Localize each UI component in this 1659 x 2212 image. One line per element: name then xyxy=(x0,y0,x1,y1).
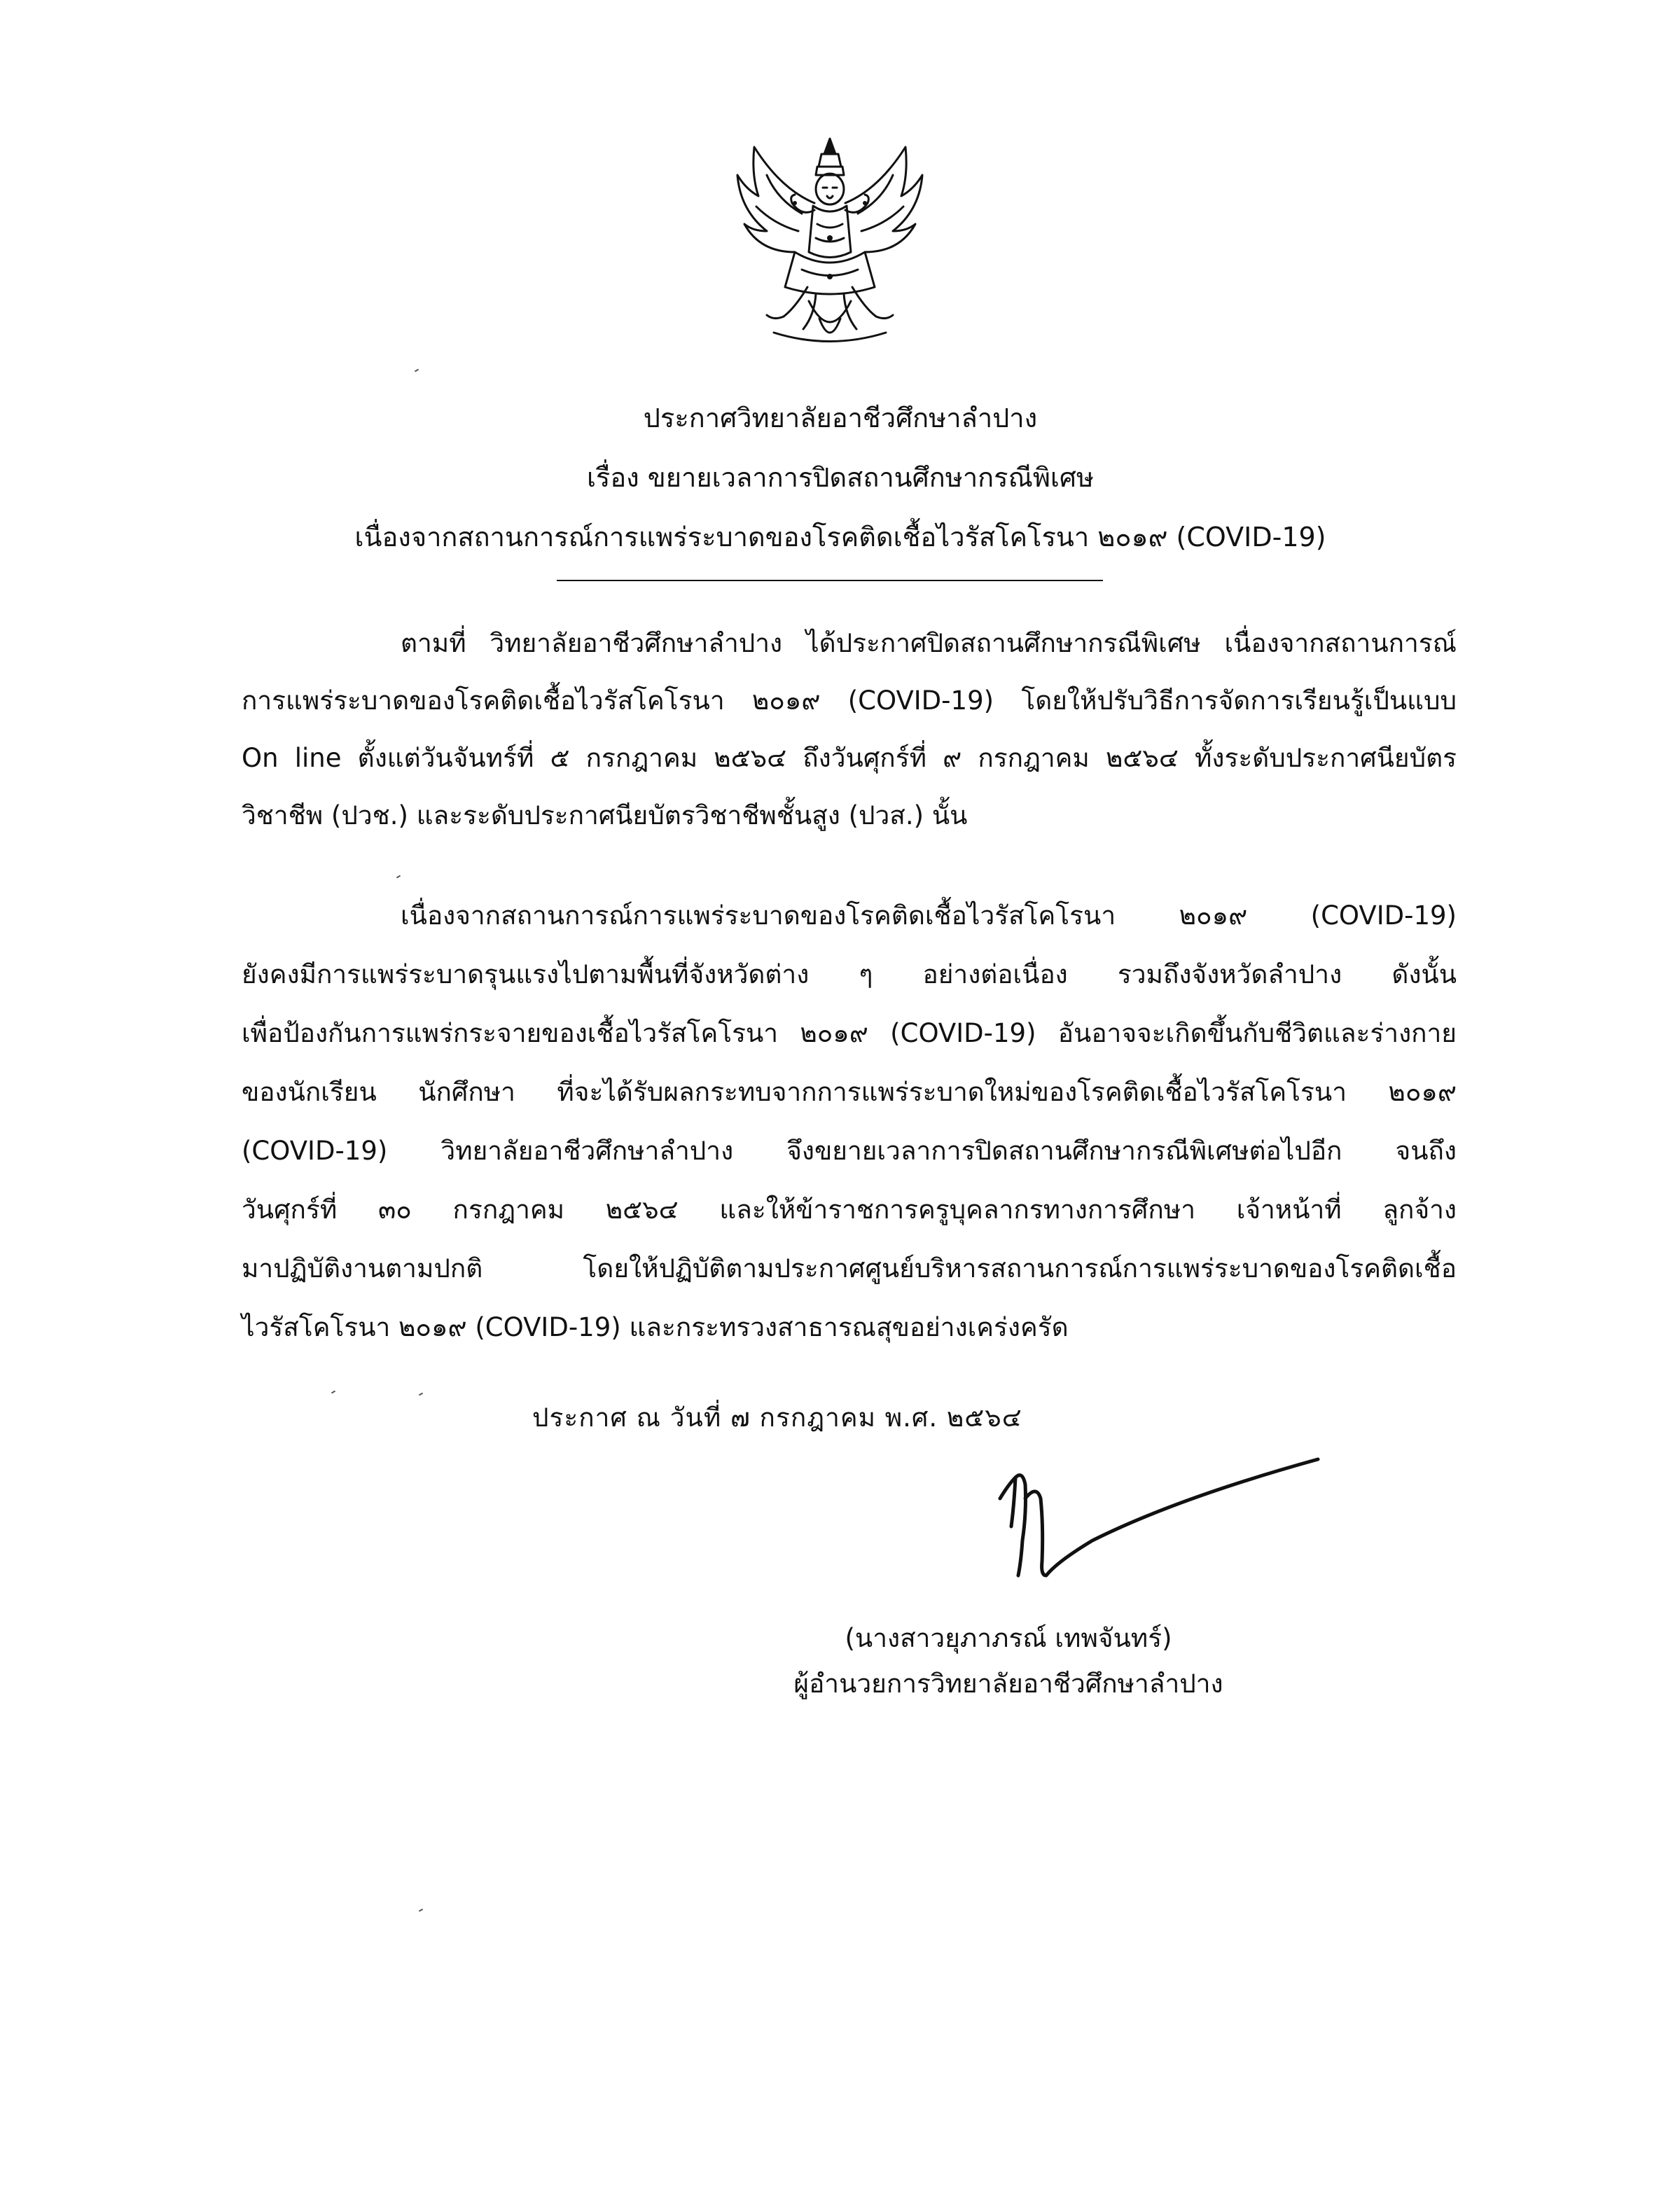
paragraph-line: เพื่อป้องกันการแพร่กระจายของเชื้อไวรัสโคโรนา ๒๐๑๙ (COVID-19) อันอาจจะเกิดขึ้นกับชีวิตและร่างกาย xyxy=(242,1018,1457,1048)
paragraph-2 xyxy=(242,894,1457,1349)
paragraph-line: ไวรัสโคโรนา ๒๐๑๙ (COVID-19) และกระทรวงสาธารณสุขอย่างเคร่งครัด xyxy=(242,1312,1069,1342)
garuda-emblem-icon xyxy=(725,133,935,357)
scan-speck xyxy=(419,1393,423,1396)
paragraph-line: (COVID-19) วิทยาลัยอาชีวศึกษาลำปาง จึงขยายเวลาการปิดสถานศึกษากรณีพิเศษต่อไปอีก จนถึง xyxy=(242,1136,1457,1166)
reason-block xyxy=(210,518,1471,556)
issuer-line: ประกาศวิทยาลัยอาชีวศึกษาลำปาง xyxy=(643,403,1038,433)
paragraph-line: มาปฏิบัติงานตามปกติ โดยให้ปฏิบัติตามประกาศศูนย์บริหารสถานการณ์การแพร่ระบาดของโรคติดเชื้อ xyxy=(242,1253,1457,1284)
announcement-date: ประกาศ ณ วันที่ ๗ กรกฎาคม พ.ศ. ๒๕๖๔ xyxy=(532,1403,1022,1433)
subject-line: เรื่อง ขยายเวลาการปิดสถานศึกษากรณีพิเศษ xyxy=(586,462,1095,493)
reason-line: เนื่องจากสถานการณ์การแพร่ระบาดของโรคติดเชื้อไวรัสโคโรนา ๒๐๑๙ (COVID-19) xyxy=(354,522,1326,552)
signer-name: (นางสาวยุภาภรณ์ เทพจันทร์) xyxy=(845,1623,1172,1653)
announcement-heading xyxy=(210,399,1471,437)
signer-title: ผู้อำนวยการวิทยาลัยอาชีวศึกษาลำปาง xyxy=(793,1669,1223,1699)
paragraph-line: เนื่องจากสถานการณ์การแพร่ระบาดของโรคติดเชื้อไวรัสโคโรนา ๒๐๑๙ (COVID-19) xyxy=(401,900,1457,931)
paragraph-line: ของนักเรียน นักศึกษา ที่จะได้รับผลกระทบจากการแพร่ระบาดใหม่ของโรคติดเชื้อไวรัสโคโรนา ๒๐๑๙ xyxy=(242,1077,1457,1107)
scan-speck xyxy=(396,875,401,879)
paragraph-line: วันศุกร์ที่ ๓๐ กรกฎาคม ๒๕๖๔ และให้ข้าราชการครูบุคลากรทางการศึกษา เจ้าหน้าที่ ลูกจ้าง xyxy=(242,1195,1457,1225)
paragraph-line: ตามที่ วิทยาลัยอาชีวศึกษาลำปาง ได้ประกาศปิดสถานศึกษากรณีพิเศษ เนื่องจากสถานการณ์ xyxy=(401,628,1457,658)
scan-speck xyxy=(331,1391,335,1394)
scan-speck xyxy=(415,369,419,373)
paragraph-1 xyxy=(242,622,1457,837)
paragraph-line: วิชาชีพ (ปวช.) และระดับประกาศนียบัตรวิชาชีพชั้นสูง (ปวส.) นั้น xyxy=(242,800,968,830)
header-divider xyxy=(557,580,1103,581)
paragraph-line: การแพร่ระบาดของโรคติดเชื้อไวรัสโคโรนา ๒๐๑๙ (COVID-19) โดยให้ปรับวิธีการจัดการเรียนรู้เป็นแบบ xyxy=(242,686,1457,716)
scan-speck xyxy=(419,1909,423,1912)
handwritten-signature xyxy=(994,1456,1324,1611)
subject-block xyxy=(210,459,1471,496)
paragraph-line: On line ตั้งแต่วันจันทร์ที่ ๕ กรกฎาคม ๒๕๖๔ ถึงวันศุกร์ที่ ๙ กรกฎาคม ๒๕๖๔ ทั้งระดับประกาศนียบัตร xyxy=(242,743,1457,773)
paragraph-line: ยังคงมีการแพร่ระบาดรุนแรงไปตามพื้นที่จังหวัดต่าง ๆ อย่างต่อเนื่อง รวมถึงจังหวัดลำปาง ดังนั้น xyxy=(242,959,1457,989)
